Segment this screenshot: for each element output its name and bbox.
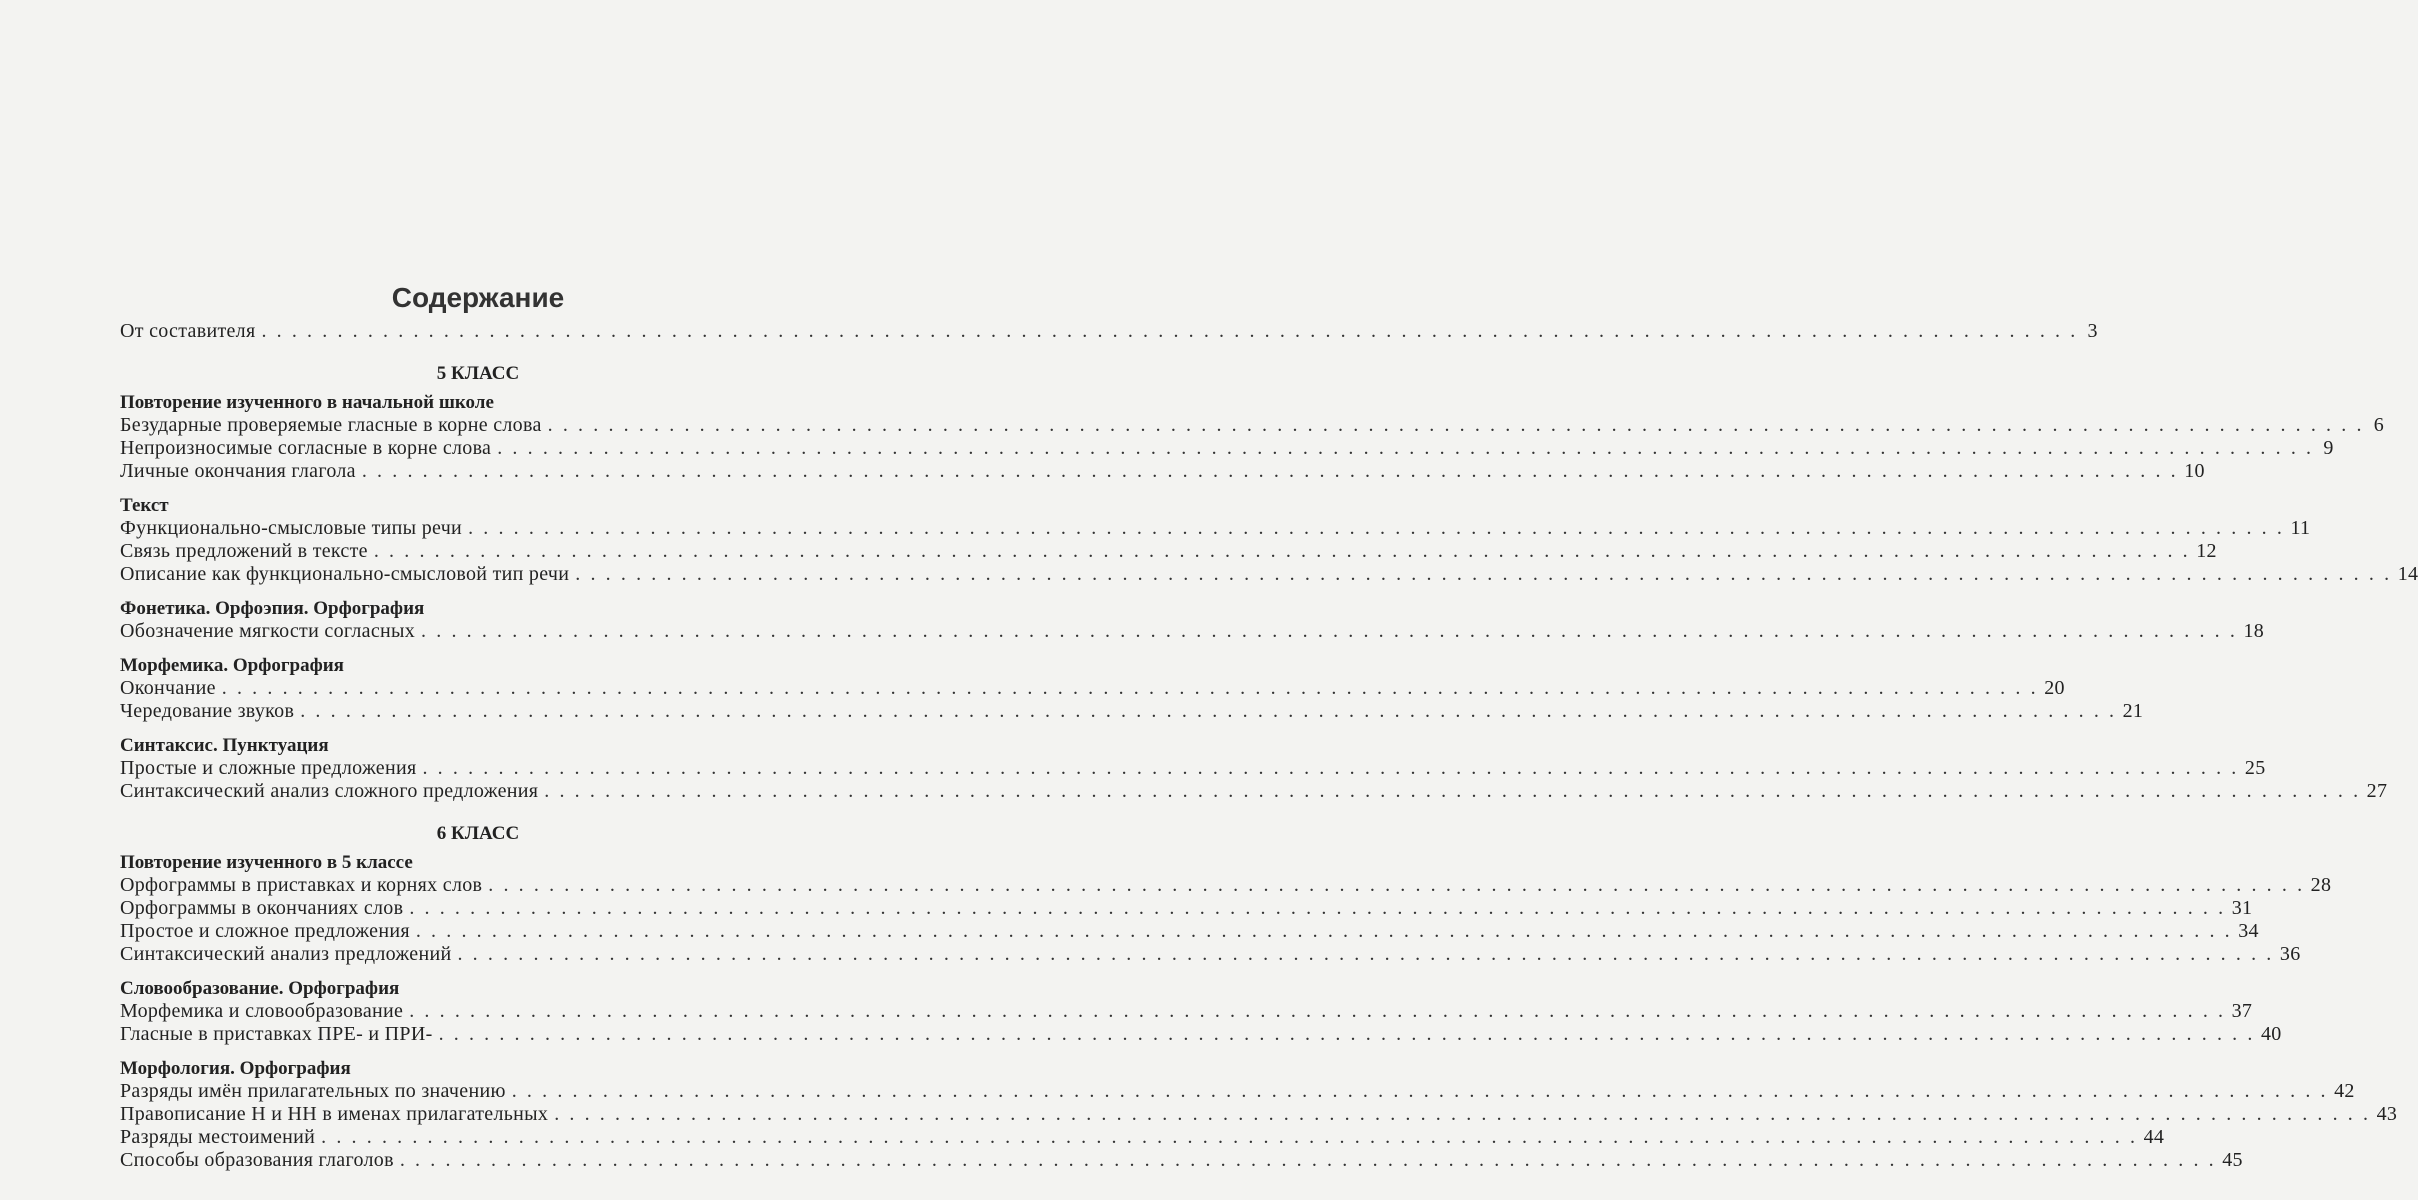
dot-leader: . . . . . . . . . . . . . . . . . . . . . . . . . . . . . . . . . . . . . . . . . . . . . . . . . . . . . . . . . . . . . . . . . . . . . . . . . . . . . . . . . . . . . . . . . . . . . . . . . . . . . . . . . . . . . . . . . . . . . . . .: [415, 920, 2233, 942]
toc-entry[interactable]: [120, 677, 2065, 700]
toc-entry-label: Синтаксический анализ предложений: [120, 943, 452, 965]
dot-leader: . . . . . . . . . . . . . . . . . . . . . . . . . . . . . . . . . . . . . . . . . . . . . . . . . . . . . . . . . . . . . . . . . . . . . . . . . . . . . . . . . . . . . . . . . . . . . . . . . . . . . . . . . . . . . . . . . . . . . . . .: [321, 1126, 2138, 1148]
section-heading: Повторение изученного в 5 классе: [120, 852, 413, 873]
toc-entry-label: Гласные в приставках ПРЕ- и ПРИ-: [120, 1023, 433, 1045]
toc-entry-label: Разряды имён прилагательных по значению: [120, 1080, 506, 1102]
toc-entry-page: 18: [2243, 620, 2265, 642]
toc-entry[interactable]: [120, 414, 2385, 437]
toc-entry[interactable]: [120, 1000, 2253, 1023]
dot-leader: . . . . . . . . . . . . . . . . . . . . . . . . . . . . . . . . . . . . . . . . . . . . . . . . . . . . . . . . . . . . . . . . . . . . . . . . . . . . . . . . . . . . . . . . . . . . . . . . . . . . . . . . . . . . . . . . . . . . . . . .: [261, 320, 2078, 342]
dot-leader: . . . . . . . . . . . . . . . . . . . . . . . . . . . . . . . . . . . . . . . . . . . . . . . . . . . . . . . . . . . . . . . . . . . . . . . . . . . . . . . . . . . . . . . . . . . . . . . . . . . . . . . . . . . . . . . . . . . . . . . .: [575, 563, 2392, 585]
toc-entry-label: Простое и сложное предложения: [120, 920, 410, 942]
toc-entry-page: 9: [2323, 437, 2334, 459]
toc-entry-label: Морфемика и словообразование: [120, 1000, 404, 1022]
dot-leader: . . . . . . . . . . . . . . . . . . . . . . . . . . . . . . . . . . . . . . . . . . . . . . . . . . . . . . . . . . . . . . . . . . . . . . . . . . . . . . . . . . . . . . . . . . . . . . . . . . . . . . . . . . . . . . . . . . . . . . . .: [300, 700, 2117, 722]
toc-entry-page: 12: [2196, 540, 2217, 562]
toc-entry[interactable]: [120, 563, 2418, 586]
section-heading: Текст: [120, 495, 169, 516]
classes-list: [120, 362, 2418, 1172]
toc-entry-label: Личные окончания глагола: [120, 460, 356, 482]
toc-entry-page: 21: [2122, 700, 2144, 722]
section-heading: Морфология. Орфография: [120, 1058, 351, 1079]
toc-entry-label: Связь предложений в тексте: [120, 540, 368, 562]
toc-entry[interactable]: [120, 437, 2334, 460]
class-heading: 5 КЛАСС: [436, 363, 520, 384]
dot-leader: . . . . . . . . . . . . . . . . . . . . . . . . . . . . . . . . . . . . . . . . . . . . . . . . . . . . . . . . . . . . . . . . . . . . . . . . . . . . . . . . . . . . . . . . . . . . . . . . . . . . . . . . . . . . . . . . . . . . . . . .: [468, 517, 2285, 539]
toc-entry-label: Орфограммы в окончаниях слов: [120, 897, 404, 919]
dot-leader: . . . . . . . . . . . . . . . . . . . . . . . . . . . . . . . . . . . . . . . . . . . . . . . . . . . . . . . . . . . . . . . . . . . . . . . . . . . . . . . . . . . . . . . . . . . . . . . . . . . . . . . . . . . . . . . . . . . . . . . .: [409, 1000, 2226, 1022]
dot-leader: . . . . . . . . . . . . . . . . . . . . . . . . . . . . . . . . . . . . . . . . . . . . . . . . . . . . . . . . . . . . . . . . . . . . . . . . . . . . . . . . . . . . . . . . . . . . . . . . . . . . . . . . . . . . . . . . . . . . . . . .: [511, 1080, 2329, 1102]
toc-entry-page: 34: [2238, 920, 2259, 942]
toc-entry-page: 44: [2143, 1126, 2165, 1148]
toc-entry-page: 28: [2310, 874, 2332, 896]
toc-entry[interactable]: [120, 943, 2301, 966]
table-of-contents: [120, 280, 2418, 1172]
toc-entry[interactable]: [120, 874, 2332, 897]
toc-entry-page: 10: [2184, 460, 2205, 482]
toc-entry[interactable]: [120, 320, 2098, 343]
toc-entry-label: От составителя: [120, 320, 256, 342]
toc-entry-page: 36: [2279, 943, 2301, 965]
toc-entry-label: Безударные проверяемые гласные в корне слова: [120, 414, 542, 436]
toc-entry[interactable]: [120, 517, 2311, 540]
toc-entry-page: 31: [2231, 897, 2253, 919]
dot-leader: . . . . . . . . . . . . . . . . . . . . . . . . . . . . . . . . . . . . . . . . . . . . . . . . . . . . . . . . . . . . . . . . . . . . . . . . . . . . . . . . . . . . . . . . . . . . . . . . . . . . . . . . . . . . . . . . . . . . . . . .: [544, 780, 2361, 802]
toc-entry-label: Разряды местоимений: [120, 1126, 316, 1148]
toc-entry[interactable]: [120, 1080, 2355, 1103]
dot-leader: . . . . . . . . . . . . . . . . . . . . . . . . . . . . . . . . . . . . . . . . . . . . . . . . . . . . . . . . . . . . . . . . . . . . . . . . . . . . . . . . . . . . . . . . . . . . . . . . . . . . . . . . . . . . . . . . . . . . . . . .: [373, 540, 2191, 562]
class-heading: 6 КЛАСС: [436, 823, 520, 844]
toc-entry-page: 27: [2366, 780, 2388, 802]
toc-entry-page: 6: [2373, 414, 2385, 436]
toc-entry[interactable]: [120, 1103, 2398, 1126]
dot-leader: . . . . . . . . . . . . . . . . . . . . . . . . . . . . . . . . . . . . . . . . . . . . . . . . . . . . . . . . . . . . . . . . . . . . . . . . . . . . . . . . . . . . . . . . . . . . . . . . . . . . . . . . . . . . . . . . . . . . . . . .: [497, 437, 2314, 459]
section-heading: Синтаксис. Пунктуация: [120, 735, 329, 756]
toc-entry-label: Синтаксический анализ сложного предложения: [120, 780, 539, 802]
toc-entry-label: Орфограммы в приставках и корнях слов: [120, 874, 483, 896]
toc-entry[interactable]: [120, 920, 2259, 943]
toc-entry-label: Описание как функционально-смысловой тип речи: [120, 563, 570, 585]
toc-entry-page: 43: [2376, 1103, 2398, 1125]
dot-leader: . . . . . . . . . . . . . . . . . . . . . . . . . . . . . . . . . . . . . . . . . . . . . . . . . . . . . . . . . . . . . . . . . . . . . . . . . . . . . . . . . . . . . . . . . . . . . . . . . . . . . . . . . . . . . . . . . . . . . . . .: [421, 620, 2238, 642]
toc-entry[interactable]: [120, 897, 2253, 920]
dot-leader: . . . . . . . . . . . . . . . . . . . . . . . . . . . . . . . . . . . . . . . . . . . . . . . . . . . . . . . . . . . . . . . . . . . . . . . . . . . . . . . . . . . . . . . . . . . . . . . . . . . . . . . . . . . . . . . . . . . . . . . .: [399, 1149, 2217, 1171]
toc-entry-page: 42: [2334, 1080, 2355, 1102]
section-heading: Фонетика. Орфоэпия. Орфография: [120, 598, 425, 619]
dot-leader: . . . . . . . . . . . . . . . . . . . . . . . . . . . . . . . . . . . . . . . . . . . . . . . . . . . . . . . . . . . . . . . . . . . . . . . . . . . . . . . . . . . . . . . . . . . . . . . . . . . . . . . . . . . . . . . . . . . . . . . .: [547, 414, 2365, 436]
dot-leader: . . . . . . . . . . . . . . . . . . . . . . . . . . . . . . . . . . . . . . . . . . . . . . . . . . . . . . . . . . . . . . . . . . . . . . . . . . . . . . . . . . . . . . . . . . . . . . . . . . . . . . . . . . . . . . . . . . . . . . . .: [361, 460, 2179, 482]
toc-entry[interactable]: [120, 460, 2205, 483]
dot-leader: . . . . . . . . . . . . . . . . . . . . . . . . . . . . . . . . . . . . . . . . . . . . . . . . . . . . . . . . . . . . . . . . . . . . . . . . . . . . . . . . . . . . . . . . . . . . . . . . . . . . . . . . . . . . . . . . . . . . . . . .: [422, 757, 2239, 779]
dot-leader: . . . . . . . . . . . . . . . . . . . . . . . . . . . . . . . . . . . . . . . . . . . . . . . . . . . . . . . . . . . . . . . . . . . . . . . . . . . . . . . . . . . . . . . . . . . . . . . . . . . . . . . . . . . . . . . . . . . . . . . .: [409, 897, 2226, 919]
toc-entry[interactable]: [120, 620, 2265, 643]
toc-entry-page: 40: [2260, 1023, 2282, 1045]
toc-entry-page: 20: [2044, 677, 2065, 699]
toc-entry-label: Правописание Н и НН в именах прилагательных: [120, 1103, 549, 1125]
section-heading: Словообразование. Орфография: [120, 978, 400, 999]
page-title: Содержание: [391, 282, 565, 313]
toc-entry-page: 11: [2290, 517, 2311, 539]
toc-entry-label: Окончание: [120, 677, 216, 699]
dot-leader: . . . . . . . . . . . . . . . . . . . . . . . . . . . . . . . . . . . . . . . . . . . . . . . . . . . . . . . . . . . . . . . . . . . . . . . . . . . . . . . . . . . . . . . . . . . . . . . . . . . . . . . . . . . . . . . . . . . . . . . .: [221, 677, 2039, 699]
dot-leader: . . . . . . . . . . . . . . . . . . . . . . . . . . . . . . . . . . . . . . . . . . . . . . . . . . . . . . . . . . . . . . . . . . . . . . . . . . . . . . . . . . . . . . . . . . . . . . . . . . . . . . . . . . . . . . . . . . . . . . . .: [488, 874, 2305, 896]
toc-entry-label: Чередование звуков: [120, 700, 295, 722]
toc-entry-label: Функционально-смысловые типы речи: [120, 517, 463, 539]
dot-leader: . . . . . . . . . . . . . . . . . . . . . . . . . . . . . . . . . . . . . . . . . . . . . . . . . . . . . . . . . . . . . . . . . . . . . . . . . . . . . . . . . . . . . . . . . . . . . . . . . . . . . . . . . . . . . . . . . . . . . . . .: [554, 1103, 2371, 1125]
toc-entry[interactable]: [120, 757, 2266, 780]
dot-leader: . . . . . . . . . . . . . . . . . . . . . . . . . . . . . . . . . . . . . . . . . . . . . . . . . . . . . . . . . . . . . . . . . . . . . . . . . . . . . . . . . . . . . . . . . . . . . . . . . . . . . . . . . . . . . . . . . . . . . . . .: [457, 943, 2274, 965]
toc-entry[interactable]: [120, 540, 2217, 563]
section-heading: Повторение изученного в начальной школе: [120, 392, 494, 413]
dot-leader: . . . . . . . . . . . . . . . . . . . . . . . . . . . . . . . . . . . . . . . . . . . . . . . . . . . . . . . . . . . . . . . . . . . . . . . . . . . . . . . . . . . . . . . . . . . . . . . . . . . . . . . . . . . . . . . . . . . . . . . .: [438, 1023, 2255, 1045]
toc-entry-label: Обозначение мягкости согласных: [120, 620, 416, 642]
toc-entry[interactable]: [120, 780, 2388, 803]
toc-entry-page: 37: [2231, 1000, 2253, 1022]
section-heading: Морфемика. Орфография: [120, 655, 344, 676]
toc-entry-label: Простые и сложные предложения: [120, 757, 417, 779]
toc-entry-page: 3: [2087, 320, 2098, 342]
toc-entry-label: Непроизносимые согласные в корне слова: [120, 437, 492, 459]
toc-entry[interactable]: [120, 1023, 2282, 1046]
toc-entry-label: Способы образования глаголов: [120, 1149, 394, 1171]
toc-entry[interactable]: [120, 700, 2144, 723]
toc-entry-page: 14: [2397, 563, 2418, 585]
toc-entry[interactable]: [120, 1126, 2165, 1149]
toc-entry[interactable]: [120, 1149, 2243, 1172]
toc-entry-page: 45: [2222, 1149, 2243, 1171]
toc-entry-page: 25: [2244, 757, 2266, 779]
